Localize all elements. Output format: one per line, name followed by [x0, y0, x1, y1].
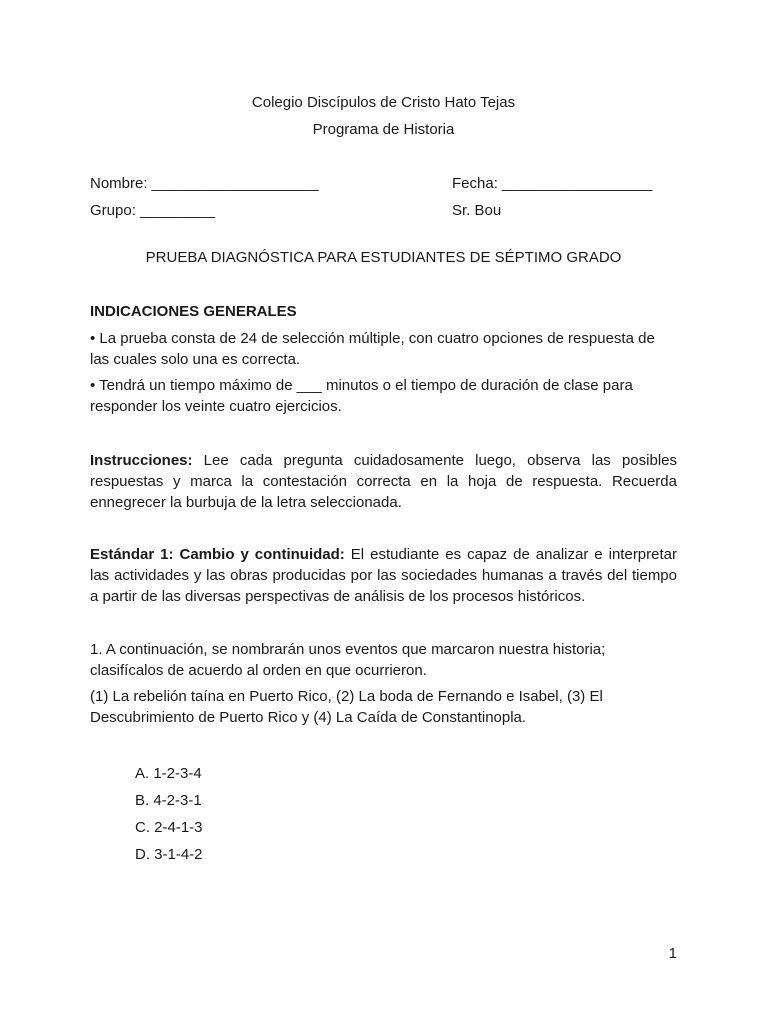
question-1-events: (1) La rebelión taína en Puerto Rico, (2) La boda de Fernando e Isabel, (3) El Descubrimiento de Puerto Rico y (4) La Caída de Constantinopla. [90, 688, 603, 726]
teacher-name: Sr. Bou [452, 202, 502, 219]
option-d: D. 3-1-4-2 [135, 846, 203, 863]
instructions-text: Lee cada pregunta cuidadosamente luego, observa las posibles respuestas y marca la contestación correcta en la hoja de respuesta. Recuerda ennegrecer la burbuja de la letra seleccionada. [90, 452, 677, 511]
standard-label: Estándar 1: Cambio y continuidad: [90, 546, 345, 563]
general-indications-heading: INDICACIONES GENERALES [90, 303, 297, 320]
indication-bullet-2: • Tendrá un tiempo máximo de ___ minutos o el tiempo de duración de clase para responder los veinte cuatro ejercicios. [90, 377, 633, 415]
option-c: C. 2-4-1-3 [135, 819, 203, 836]
question-1-options [135, 760, 203, 868]
name-field: Nombre: ____________________ [90, 175, 319, 192]
group-field: Grupo: _________ [90, 202, 216, 219]
document-page [90, 0, 677, 1024]
indication-bullet-1: • La prueba consta de 24 de selección múltiple, con cuatro opciones de respuesta de las cuales solo una es correcta. [90, 330, 655, 368]
test-title: PRUEBA DIAGNÓSTICA PARA ESTUDIANTES DE SÉPTIMO GRADO [145, 249, 622, 266]
standard-paragraph [90, 544, 677, 607]
option-a: A. 1-2-3-4 [135, 765, 202, 782]
instructions-paragraph [90, 450, 677, 513]
option-b: B. 4-2-3-1 [135, 792, 202, 809]
school-name: Colegio Discípulos de Cristo Hato Tejas [251, 94, 516, 111]
date-field: Fecha: __________________ [452, 175, 653, 192]
program-name: Programa de Historia [312, 121, 455, 138]
standard-text: El estudiante es capaz de analizar e interpretar las actividades y las obras producidas por las sociedades humanas a través del tiempo a partir de las diversas perspectivas de análisis de los procesos históricos. [90, 546, 677, 605]
question-1-prompt: 1. A continuación, se nombrarán unos eventos que marcaron nuestra historia; clasifícalos de acuerdo al orden en que ocurrieron. [90, 641, 606, 679]
instructions-label: Instrucciones: [90, 452, 193, 469]
page-number: 1 [668, 945, 677, 962]
